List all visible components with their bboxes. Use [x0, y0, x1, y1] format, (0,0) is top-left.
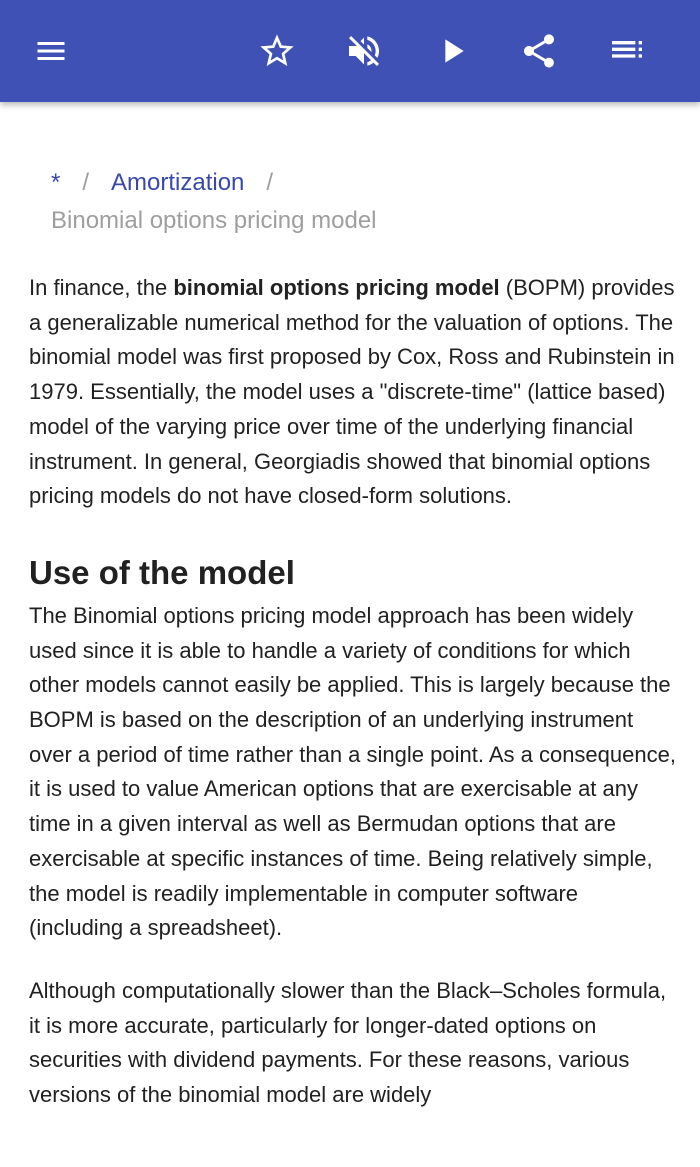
breadcrumb-current: Binomial options pricing model: [51, 207, 377, 234]
menu-button[interactable]: [23, 23, 79, 79]
article-body: [29, 271, 677, 1113]
section-heading: Use of the model: [29, 553, 295, 591]
contents-button[interactable]: [599, 23, 655, 79]
share-icon: [519, 31, 559, 71]
breadcrumb: [51, 164, 671, 240]
play-icon: [432, 31, 472, 71]
intro-text-end: (BOPM) provides a generalizable numerical method for the valuation of options. The binomial model was first proposed by Cox, Ross and Rubinstein in 1979. Essentially, the model uses a "discrete-time" (lattice based) model of the varying price over time of the underlying financial instrument. In general, Georgiadis showed that binomial options pricing models do not have closed-form solutions.: [29, 275, 675, 509]
favorite-button[interactable]: [249, 23, 305, 79]
breadcrumb-separator: /: [82, 169, 90, 196]
section-paragraph-2: Although computationally slower than the Black–Scholes formula, it is more accurate, particularly for longer-dated options on securities with dividend payments. For these reasons, various versions of the binomial model are widely: [29, 977, 667, 1108]
section-paragraph-1: The Binomial options pricing model approach has been widely used since it is able to handle a variety of conditions for which other models cannot easily be applied. This is largely because the BOPM is based on the description of an underlying instrument over a period of time rather than a single point. As a consequence, it is used to value American options that are exercisable at any time in a given interval as well as Bermudan options that are exercisable at specific instances of time. Being relatively simple, the model is readily implementable in computer software (including a spreadsheet).: [29, 602, 676, 941]
breadcrumb-root-link[interactable]: *: [51, 169, 61, 196]
intro-bold-term: binomial options pricing model: [173, 275, 500, 300]
article-content: [0, 102, 700, 1167]
intro-text-start: In finance, the: [29, 275, 174, 300]
menu-icon: [33, 33, 69, 69]
share-button[interactable]: [511, 23, 567, 79]
breadcrumb-separator: /: [266, 169, 274, 196]
intro-paragraph: [29, 271, 677, 514]
volume-off-icon: [344, 31, 384, 71]
star-outline-icon: [257, 31, 297, 71]
app-toolbar: [0, 0, 700, 102]
breadcrumb-parent-link[interactable]: Amortization: [111, 169, 245, 196]
mute-button[interactable]: [336, 23, 392, 79]
play-button[interactable]: [424, 23, 480, 79]
playlist-icon: [607, 31, 647, 71]
